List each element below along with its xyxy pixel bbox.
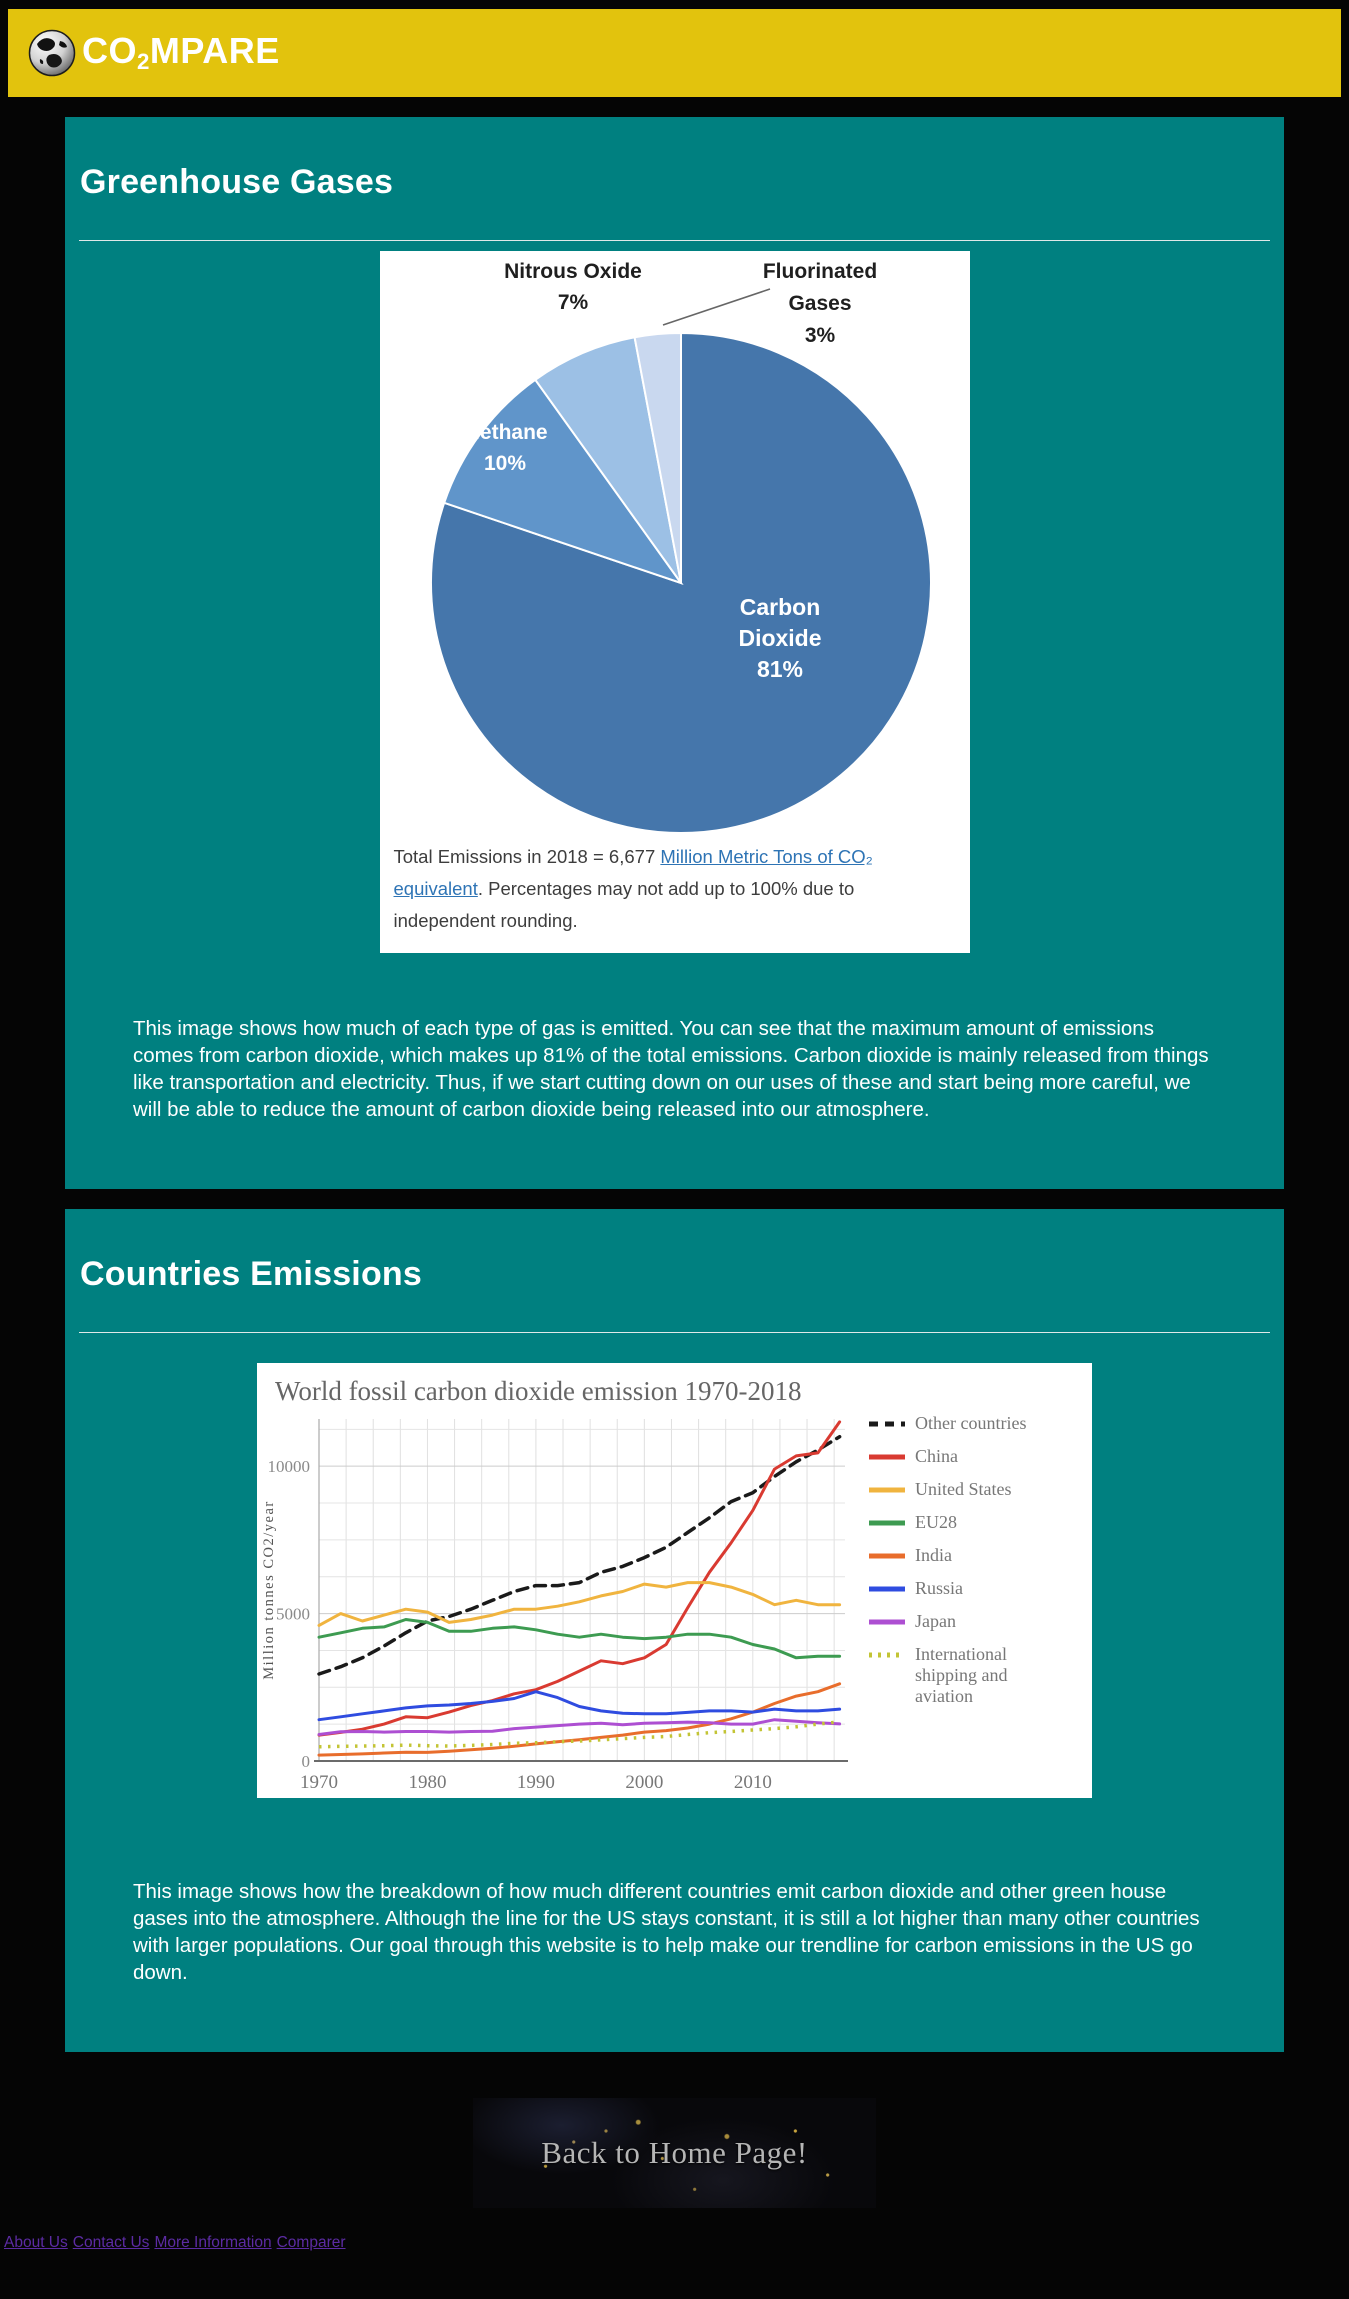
back-home-label: Back to Home Page! xyxy=(541,2135,808,2170)
greenhouse-gases-paragraph: This image shows how much of each type of gas is emitted. You can see that the maximum amount of emissions comes from carbon dioxide, which makes up 81% of the total emissions. Carbon dioxide is mainly released from things like transportation and electricity. Thus, if we start cutting down on our uses of these and start being more careful, we will be able to reduce the amount of carbon dioxide being released into our atmosphere. xyxy=(133,1017,1209,1121)
pie-chart xyxy=(380,251,970,839)
svg-text:2000: 2000 xyxy=(625,1772,664,1793)
header xyxy=(8,9,1341,97)
site-title-pre: CO xyxy=(82,30,137,72)
pie-chart-caption xyxy=(394,841,956,953)
site-title xyxy=(82,30,280,75)
line-chart-figure xyxy=(257,1363,1092,1798)
svg-text:India: India xyxy=(915,1545,952,1565)
countries-emissions-heading: Countries Emissions xyxy=(80,1255,422,1293)
svg-text:shipping and: shipping and xyxy=(915,1665,1008,1685)
site-title-subscript: 2 xyxy=(137,49,150,75)
footer-links xyxy=(4,2234,1349,2252)
globe-logo-icon xyxy=(28,29,76,77)
svg-text:Russia: Russia xyxy=(915,1578,964,1598)
svg-text:aviation: aviation xyxy=(915,1686,973,1706)
svg-text:1980: 1980 xyxy=(408,1772,447,1793)
svg-text:81%: 81% xyxy=(756,656,803,682)
svg-text:2010: 2010 xyxy=(733,1772,772,1793)
svg-text:Nitrous Oxide: Nitrous Oxide xyxy=(503,260,642,283)
divider xyxy=(79,240,1270,241)
caption-prefix: Total Emissions in 2018 = 6,677 xyxy=(393,846,661,867)
svg-text:Fluorinated: Fluorinated xyxy=(762,260,877,283)
pie-chart-figure xyxy=(380,251,970,953)
back-home-wrapper xyxy=(0,2098,1349,2208)
svg-text:Million tonnes CO2/year: Million tonnes CO2/year xyxy=(261,1500,277,1680)
svg-text:China: China xyxy=(915,1446,958,1466)
svg-text:1970: 1970 xyxy=(300,1772,338,1793)
line-chart xyxy=(257,1363,1092,1798)
divider xyxy=(79,1332,1270,1333)
svg-text:Other countries: Other countries xyxy=(915,1413,1027,1433)
svg-text:World fossil carbon dioxide em: World fossil carbon dioxide emission 1970-2018 xyxy=(275,1376,802,1406)
svg-text:Gases: Gases xyxy=(787,292,852,315)
section-greenhouse-gases xyxy=(65,117,1284,1189)
countries-emissions-paragraph: This image shows how the breakdown of how much different countries emit carbon dioxide and other green house gases into the atmosphere. Although the line for the US stays constant, it is still a lot higher than many other countries with larger populations. Our goal through this website is to help make our trendline for carbon emissions in the US go down. xyxy=(133,1880,1200,1984)
svg-text:International: International xyxy=(915,1644,1007,1664)
svg-text:Methane: Methane xyxy=(461,421,548,444)
svg-text:0: 0 xyxy=(301,1752,310,1771)
footer-link-more-information[interactable]: More Information xyxy=(154,2234,272,2251)
metric-tons-link[interactable]: Million Metric Tons of CO₂ equivalent xyxy=(393,846,873,899)
svg-text:Dioxide: Dioxide xyxy=(737,625,822,651)
footer-link-about-us[interactable]: About Us xyxy=(4,2234,68,2251)
section-countries-emissions xyxy=(65,1209,1284,2052)
svg-text:10%: 10% xyxy=(483,452,526,475)
footer-link-contact-us[interactable]: Contact Us xyxy=(72,2234,150,2251)
page xyxy=(0,9,1349,2299)
site-title-post: MPARE xyxy=(149,30,280,72)
svg-text:United States: United States xyxy=(915,1479,1012,1499)
back-home-image[interactable] xyxy=(473,2098,876,2208)
footer-link-comparer[interactable]: Comparer xyxy=(276,2234,346,2251)
svg-text:Carbon: Carbon xyxy=(739,594,820,620)
svg-text:Japan: Japan xyxy=(915,1611,956,1631)
svg-text:3%: 3% xyxy=(804,324,835,347)
svg-text:5000: 5000 xyxy=(276,1604,310,1624)
greenhouse-gases-heading: Greenhouse Gases xyxy=(80,163,394,201)
caption-suffix: . Percentages may not add up to 100% due to independent rounding. xyxy=(393,878,855,931)
svg-text:EU28: EU28 xyxy=(915,1512,957,1532)
svg-text:7%: 7% xyxy=(557,291,588,314)
svg-text:1990: 1990 xyxy=(516,1772,555,1793)
svg-text:10000: 10000 xyxy=(267,1457,310,1477)
